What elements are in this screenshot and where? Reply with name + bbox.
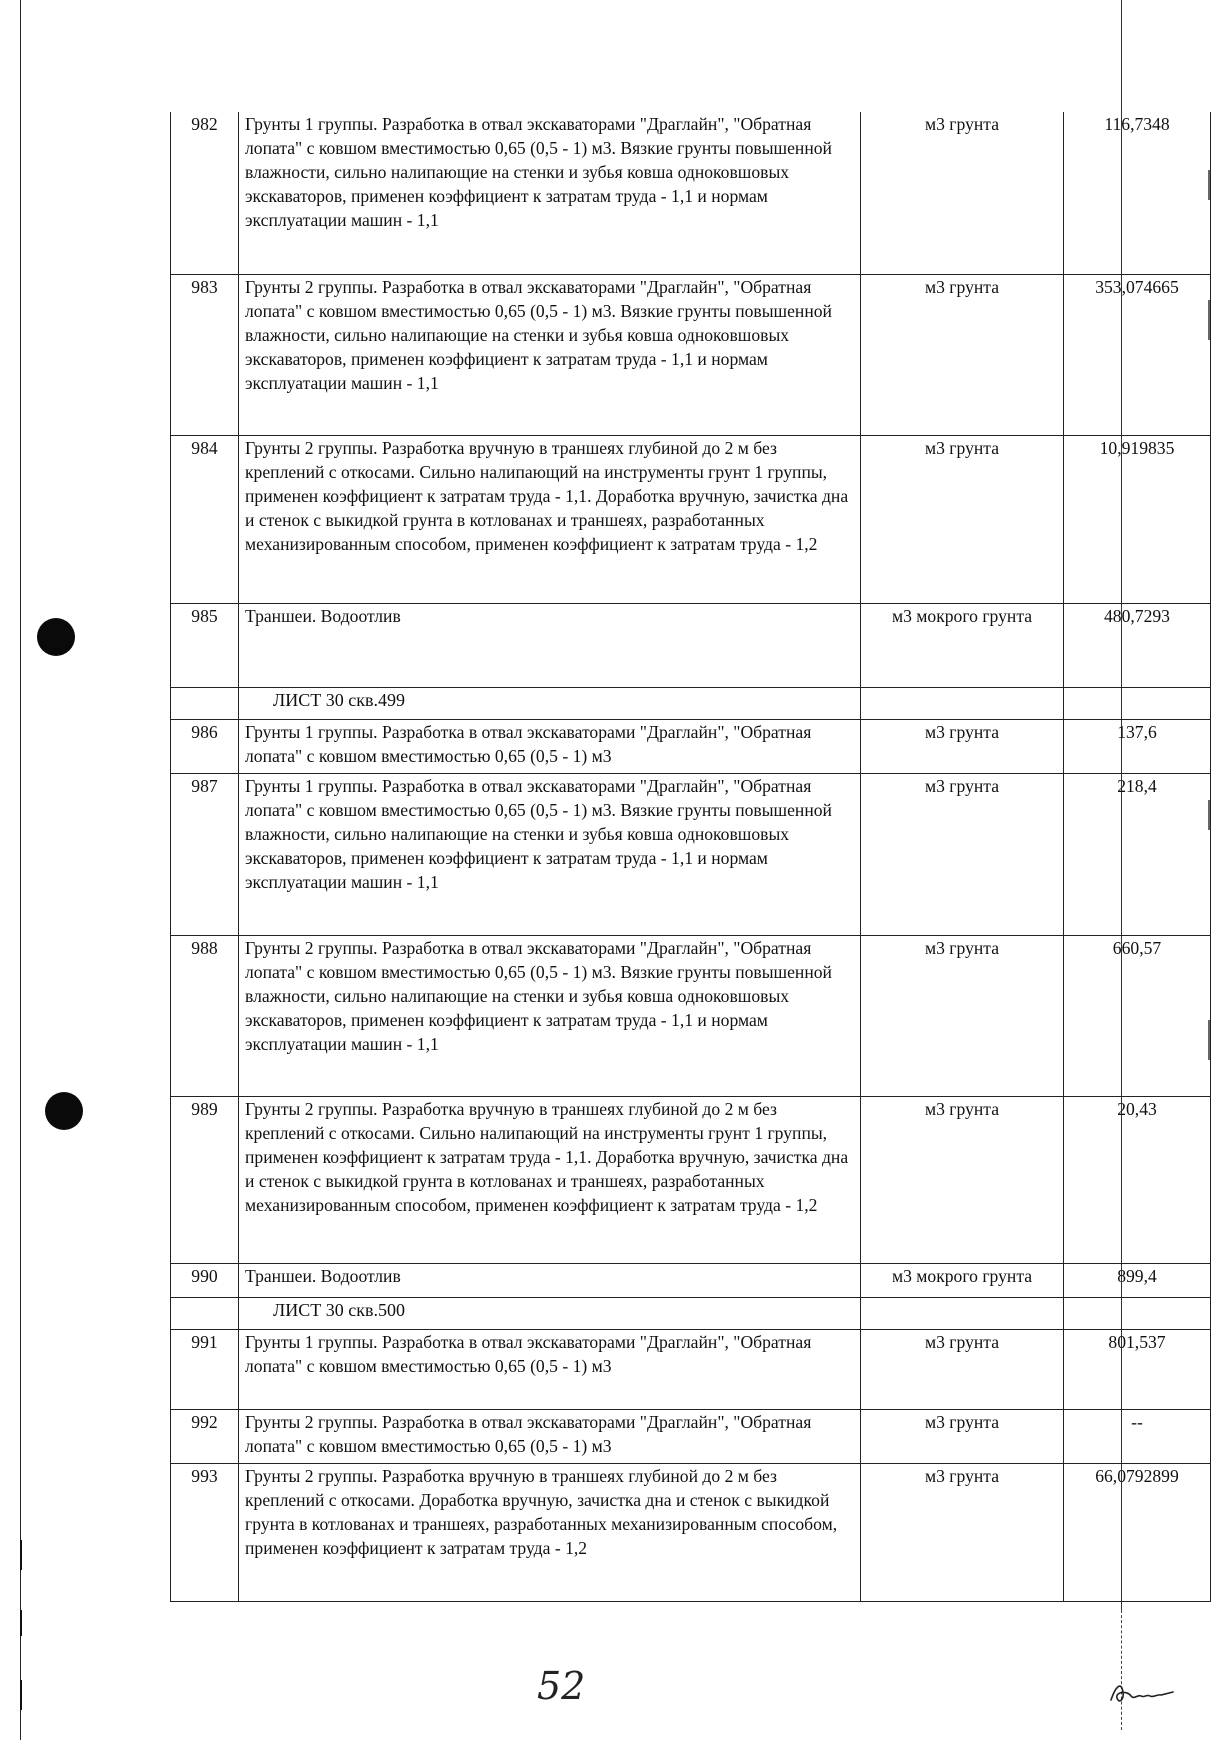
quantity: 218,4 (1064, 773, 1211, 935)
quantity: 899,4 (1064, 1263, 1211, 1297)
table-row (171, 1409, 1211, 1463)
quantity: 353,074665 (1064, 274, 1211, 435)
table-row (171, 1096, 1211, 1263)
work-description: Грунты 2 группы. Разработка в отвал экскаваторами "Драглайн", "Обратная лопата" с ковшом вместимостью 0,65 (0,5 - 1) м3. Вязкие грунты повышенной влажности, сильно налипающие на стенки и зубья ковша одноковшовых экскаваторов, применен коэффициент к затратам труда - 1,1 и нормам эксплуатации машин - 1,1 (239, 274, 861, 435)
quantity: 20,43 (1064, 1096, 1211, 1263)
row-number: 989 (171, 1096, 239, 1263)
quantity: 116,7348 (1064, 112, 1211, 274)
unit-of-measure: м3 грунта (861, 1096, 1064, 1263)
unit-of-measure: м3 грунта (861, 112, 1064, 274)
unit-of-measure: м3 грунта (861, 935, 1064, 1096)
work-description: Грунты 1 группы. Разработка в отвал экскаваторами "Драглайн", "Обратная лопата" с ковшом вместимостью 0,65 (0,5 - 1) м3 (239, 719, 861, 773)
row-number: 982 (171, 112, 239, 274)
section-row (171, 1297, 1211, 1329)
punch-hole-icon (45, 1092, 83, 1130)
unit-of-measure: м3 грунта (861, 773, 1064, 935)
unit-of-measure (861, 687, 1064, 719)
table-row (171, 274, 1211, 435)
unit-of-measure: м3 мокрого грунта (861, 1263, 1064, 1297)
table-row (171, 435, 1211, 603)
unit-of-measure: м3 грунта (861, 1409, 1064, 1463)
row-number: 984 (171, 435, 239, 603)
table-row (171, 1263, 1211, 1297)
unit-of-measure (861, 1297, 1064, 1329)
table-row (171, 935, 1211, 1096)
row-number: 990 (171, 1263, 239, 1297)
work-description: Грунты 1 группы. Разработка в отвал экскаваторами "Драглайн", "Обратная лопата" с ковшом вместимостью 0,65 (0,5 - 1) м3 (239, 1329, 861, 1409)
section-title: ЛИСТ 30 скв.499 (239, 687, 861, 719)
section-title: ЛИСТ 30 скв.500 (239, 1297, 861, 1329)
section-row (171, 687, 1211, 719)
quantity (1064, 687, 1211, 719)
row-number: 991 (171, 1329, 239, 1409)
table-row (171, 112, 1211, 274)
work-description: Грунты 1 группы. Разработка в отвал экскаваторами "Драглайн", "Обратная лопата" с ковшом вместимостью 0,65 (0,5 - 1) м3. Вязкие грунты повышенной влажности, сильно налипающие на стенки и зубья ковша одноковшовых экскаваторов, применен коэффициент к затратам труда - 1,1 и нормам эксплуатации машин - 1,1 (239, 773, 861, 935)
quantity: 10,919835 (1064, 435, 1211, 603)
quantity: 480,7293 (1064, 603, 1211, 687)
table-row (171, 773, 1211, 935)
quantity: 66,0792899 (1064, 1463, 1211, 1601)
quantity: 137,6 (1064, 719, 1211, 773)
table-row (171, 603, 1211, 687)
margin-dash (20, 1540, 22, 1570)
left-margin-line (20, 0, 21, 1740)
row-number: 986 (171, 719, 239, 773)
quantity (1064, 1297, 1211, 1329)
unit-of-measure: м3 грунта (861, 274, 1064, 435)
quantity: 660,57 (1064, 935, 1211, 1096)
quantity: 801,537 (1064, 1329, 1211, 1409)
quantity: -- (1064, 1409, 1211, 1463)
work-description: Грунты 2 группы. Разработка в отвал экскаваторами "Драглайн", "Обратная лопата" с ковшом вместимостью 0,65 (0,5 - 1) м3 (239, 1409, 861, 1463)
row-number: 993 (171, 1463, 239, 1601)
row-number: 987 (171, 773, 239, 935)
work-description: Грунты 2 группы. Разработка вручную в траншеях глубиной до 2 м без креплений с откосами. Сильно налипающий на инструменты грунт 1 группы, применен коэффициент к затратам труда - 1,1. Доработка вручную, зачистка дна и стенок с выкидкой грунта в котлованах и траншеях, разработанных механизированным способом, применен коэффициент к затратам труда - 1,2 (239, 435, 861, 603)
work-description: Грунты 1 группы. Разработка в отвал экскаваторами "Драглайн", "Обратная лопата" с ковшом вместимостью 0,65 (0,5 - 1) м3. Вязкие грунты повышенной влажности, сильно налипающие на стенки и зубья ковша одноковшовых экскаваторов, применен коэффициент к затратам труда - 1,1 и нормам эксплуатации машин - 1,1 (239, 112, 861, 274)
row-number: 988 (171, 935, 239, 1096)
work-description: Траншеи. Водоотлив (239, 1263, 861, 1297)
row-number: 985 (171, 603, 239, 687)
table-row (171, 1329, 1211, 1409)
punch-hole-icon (37, 618, 75, 656)
unit-of-measure: м3 мокрого грунта (861, 603, 1064, 687)
unit-of-measure: м3 грунта (861, 435, 1064, 603)
row-number (171, 1297, 239, 1329)
handwritten-signature-icon (1105, 1670, 1177, 1715)
table-row (171, 719, 1211, 773)
work-description: Грунты 2 группы. Разработка вручную в траншеях глубиной до 2 м без креплений с откосами. Доработка вручную, зачистка дна и стенок с выкидкой грунта в котлованах и траншеях, разработанных механизированным способом, применен коэффициент к затратам труда - 1,2 (239, 1463, 861, 1601)
row-number (171, 687, 239, 719)
margin-dash (20, 1610, 22, 1636)
unit-of-measure: м3 грунта (861, 1329, 1064, 1409)
works-table (170, 112, 1211, 1602)
work-description: Траншеи. Водоотлив (239, 603, 861, 687)
unit-of-measure: м3 грунта (861, 1463, 1064, 1601)
row-number: 992 (171, 1409, 239, 1463)
margin-dash (20, 1680, 22, 1710)
page-number: 52 (537, 1664, 586, 1708)
row-number: 983 (171, 274, 239, 435)
table-row (171, 1463, 1211, 1601)
unit-of-measure: м3 грунта (861, 719, 1064, 773)
work-description: Грунты 2 группы. Разработка вручную в траншеях глубиной до 2 м без креплений с откосами. Сильно налипающий на инструменты грунт 1 группы, применен коэффициент к затратам труда - 1,1. Доработка вручную, зачистка дна и стенок с выкидкой грунта в котлованах и траншеях, разработанных механизированным способом, применен коэффициент к затратам труда - 1,2 (239, 1096, 861, 1263)
work-description: Грунты 2 группы. Разработка в отвал экскаваторами "Драглайн", "Обратная лопата" с ковшом вместимостью 0,65 (0,5 - 1) м3. Вязкие грунты повышенной влажности, сильно налипающие на стенки и зубья ковша одноковшовых экскаваторов, применен коэффициент к затратам труда - 1,1 и нормам эксплуатации машин - 1,1 (239, 935, 861, 1096)
